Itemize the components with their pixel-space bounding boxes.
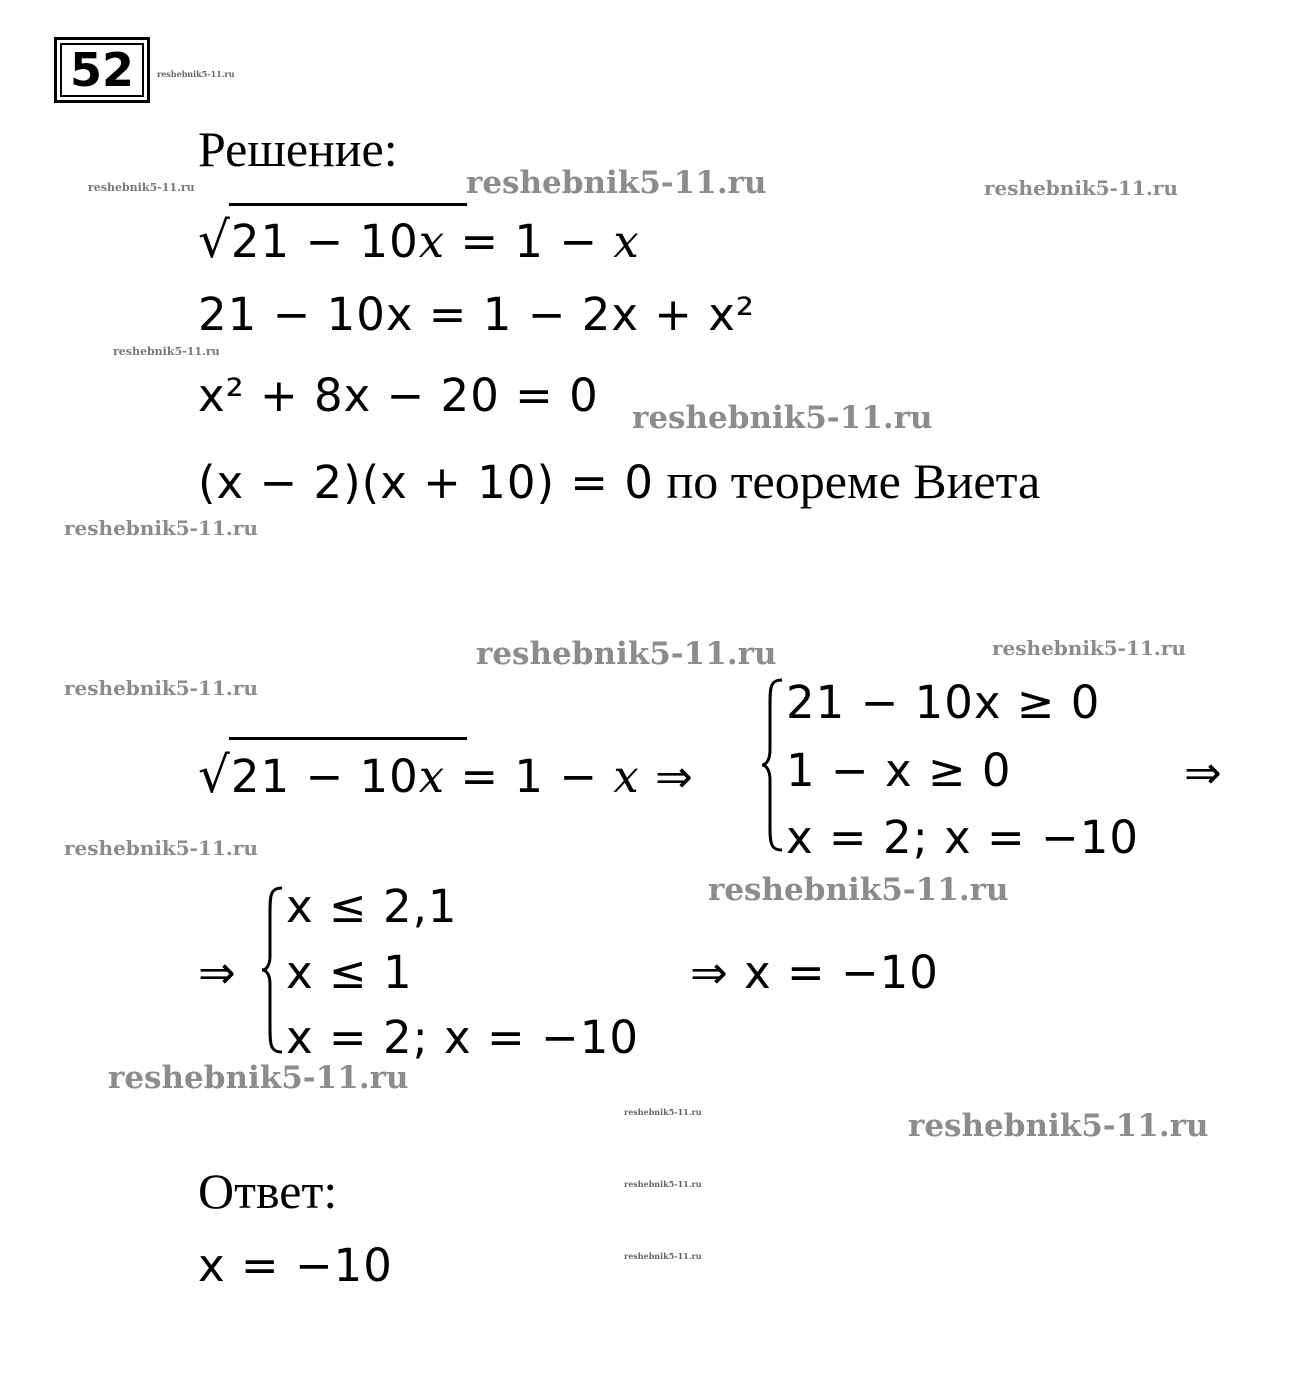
solution-label: Решение:	[198, 121, 398, 177]
problem-number: 52	[60, 43, 144, 97]
system2-condition-2: x ≤ 1	[286, 946, 413, 999]
watermark: reshebnik5-11.ru	[108, 1060, 409, 1096]
equation-line-3: x² + 8x − 20 = 0	[198, 369, 599, 422]
watermark: reshebnik5-11.ru	[466, 165, 767, 201]
watermark: reshebnik5-11.ru	[64, 516, 258, 540]
watermark: reshebnik5-11.ru	[113, 345, 220, 358]
watermark: reshebnik5-11.ru	[984, 176, 1178, 200]
sqrt-sign: √	[198, 746, 231, 804]
watermark: reshebnik5-11.ru	[624, 1179, 702, 1189]
watermark: reshebnik5-11.ru	[708, 872, 1009, 908]
system2-condition-1: x ≤ 2,1	[286, 880, 458, 933]
eq-right: = 1 −	[445, 750, 614, 803]
watermark: reshebnik5-11.ru	[476, 636, 777, 672]
watermark: reshebnik5-11.ru	[992, 636, 1186, 660]
equation-line-1	[198, 211, 640, 269]
eq-right: = 1 −	[445, 215, 614, 268]
factored-form: (x − 2)(x + 10) = 0	[198, 456, 654, 509]
radicand: 21 − 10x	[230, 750, 446, 803]
sqrt-sign: √	[198, 211, 231, 269]
watermark: reshebnik5-11.ru	[632, 400, 933, 436]
system2-result: ⇒ x = −10	[690, 946, 939, 999]
system1-condition-2: 1 − x ≥ 0	[786, 744, 1012, 797]
sqrt-bar	[229, 203, 467, 206]
watermark: reshebnik5-11.ru	[908, 1108, 1209, 1144]
answer-value: x = −10	[198, 1239, 393, 1292]
radicand: 21 − 10x	[230, 215, 446, 268]
watermark: reshebnik5-11.ru	[88, 181, 195, 194]
vieta-note: по теореме Виета	[653, 453, 1041, 509]
system2-condition-3: x = 2; x = −10	[286, 1011, 639, 1064]
watermark: reshebnik5-11.ru	[64, 676, 258, 700]
implies-symbol: ⇒	[1184, 746, 1223, 799]
implies-symbol: ⇒	[655, 750, 694, 803]
system1-lead	[198, 746, 694, 804]
watermark: reshebnik5-11.ru	[64, 836, 258, 860]
sqrt-bar	[229, 737, 467, 740]
watermark: reshebnik5-11.ru	[157, 69, 235, 79]
system1-condition-1: 21 − 10x ≥ 0	[786, 676, 1101, 729]
system1-brace	[760, 676, 786, 854]
answer-label: Ответ:	[198, 1163, 338, 1219]
variable: x	[613, 215, 640, 268]
system2-brace	[260, 884, 286, 1056]
equation-line-4	[198, 452, 1040, 510]
system1-condition-3: x = 2; x = −10	[786, 811, 1139, 864]
variable: x	[613, 750, 640, 803]
equation-line-2: 21 − 10x = 1 − 2x + x²	[198, 288, 755, 341]
watermark: reshebnik5-11.ru	[624, 1107, 702, 1117]
problem-number-box	[54, 37, 150, 103]
watermark: reshebnik5-11.ru	[624, 1251, 702, 1261]
implies-symbol: ⇒	[198, 946, 237, 999]
